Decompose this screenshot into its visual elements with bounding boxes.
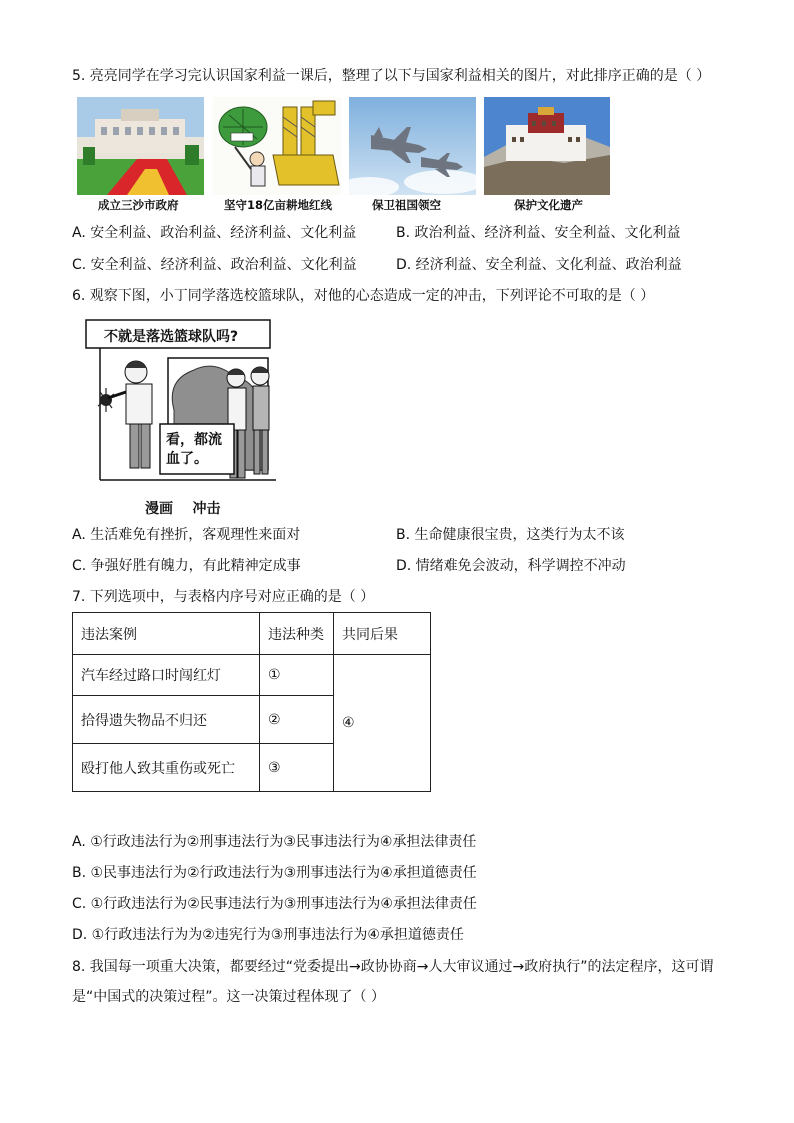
caption-1: 成立三沙市政府 [98,198,179,212]
q7-option-d: D. ①行政违法行为为②违宪行为③刑事违法行为④承担道德责任 [72,927,464,943]
table-cell: ③ [260,744,334,792]
comic-bubble-top: 不就是落选篮球队吗? [104,329,239,345]
table-row [73,655,431,696]
table-merged-cell: ④ [334,655,431,792]
table-cell: 汽车经过路口时闯红灯 [73,655,260,696]
law-table [72,612,431,792]
q8-line-1: 8. 我国每一项重大决策，都要经过“党委提出→政协协商→人大审议通过→政府执行”的法定程序，这可谓 [72,959,714,975]
q5-option-b: B. 政治利益、经济利益、安全利益、文化利益 [396,225,681,241]
q7-option-a: A. ①行政违法行为②刑事违法行为③民事违法行为④承担法律责任 [72,834,477,850]
table-header: 违法种类 [260,613,334,655]
q7-option-b: B. ①民事违法行为②行政违法行为③刑事违法行为④承担道德责任 [72,865,477,881]
q7-stem: 7. 下列选项中，与表格内序号对应正确的是（ ） [72,589,375,605]
comic-bubble-bottom-2: 血了。 [166,451,208,467]
q5-stem: 5. 亮亮同学在学习完认识国家利益一课后，整理了以下与国家利益相关的图片，对此排序正确的是（ ） [72,68,711,84]
table-header: 共同后果 [334,613,431,655]
q5-option-c: C. 安全利益、经济利益、政治利益、文化利益 [72,257,357,273]
caption-3: 保卫祖国领空 [372,198,441,212]
photo-sansha-government [77,97,204,195]
caption-2: 坚守18亿亩耕地红线 [224,198,333,212]
comic-caption: 漫画 冲击 [145,501,221,517]
table-cell: ② [260,696,334,744]
table-cell: 殴打他人致其重伤或死亡 [73,744,260,792]
photo-potala-palace [484,97,610,195]
table-header: 违法案例 [73,613,260,655]
table-cell: 拾得遗失物品不归还 [73,696,260,744]
q6-stem: 6. 观察下图，小丁同学落选校篮球队，对他的心态造成一定的冲击，下列评论不可取的是（ ） [72,288,655,304]
q6-option-a: A. 生活难免有挫折，客观理性来面对 [72,527,301,543]
q5-option-a: A. 安全利益、政治利益、经济利益、文化利益 [72,225,357,241]
q5-option-d: D. 经济利益、安全利益、文化利益、政治利益 [396,257,682,273]
q6-option-c: C. 争强好胜有魄力，有此精神定成事 [72,558,301,574]
q6-option-b: B. 生命健康很宝贵，这类行为太不该 [396,527,625,543]
q8-line-2: 是“中国式的决策过程”。这一决策过程体现了（ ） [72,989,385,1005]
caption-4: 保护文化遗产 [514,198,583,212]
table-cell: ① [260,655,334,696]
q7-option-c: C. ①行政违法行为②民事违法行为③刑事违法行为④承担法律责任 [72,896,477,912]
photo-fighter-jets [349,97,476,195]
q6-option-d: D. 情绪难免会波动，科学调控不冲动 [396,558,626,574]
photo-farmland-redline [213,97,341,195]
comic-bubble-bottom-1: 看，都流 [166,432,222,448]
